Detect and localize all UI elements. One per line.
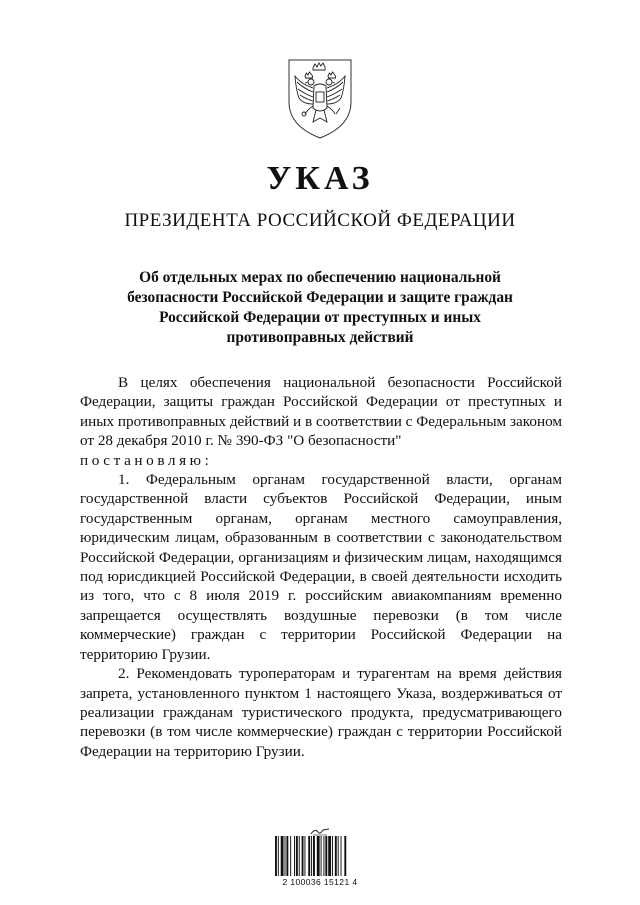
barcode-bar: [296, 836, 298, 876]
barcode: [274, 836, 366, 876]
document-subtitle: ПРЕЗИДЕНТА РОССИЙСКОЙ ФЕДЕРАЦИИ: [124, 210, 516, 231]
decree-body: [80, 373, 562, 761]
barcode-bar: [281, 836, 284, 876]
coat-of-arms-emblem: [283, 56, 357, 140]
decree-heading: [90, 268, 550, 348]
footer-barcode-block: [272, 826, 368, 887]
barcode-bar: [308, 836, 310, 876]
barcode-bar: [302, 836, 304, 876]
barcode-bar: [321, 836, 322, 876]
barcode-bar: [299, 836, 300, 876]
barcode-bar: [285, 836, 286, 876]
heading-line: противоправных действий: [226, 329, 414, 346]
barcode-bar: [304, 836, 305, 876]
item-1-paragraph: 1. Федеральным органам государственной власти, органам государственной власти субъектов Российской Федерации, иным государственным органам, органам местного самоуправления, юридическим лицам, образованным в соответствии с законодательством Российской Федерации, организациям и физическим лицам, находящимся под юрисдикцией Российской Федерации, в своей деятельности исходить из того, что с 8 июля 2019 г. российским авиакомпаниям временно запрещается осуществлять воздушные перевозки (в том числе коммерческие) граждан с территории Российской Федерации на территорию Грузии.: [80, 471, 562, 663]
barcode-bar: [290, 836, 291, 876]
barcode-bar: [328, 836, 331, 876]
barcode-bar: [286, 836, 288, 876]
barcode-bar: [311, 836, 312, 876]
barcode-bar: [313, 836, 315, 876]
item-2-paragraph: 2. Рекомендовать туроператорам и турагентам на время действия запрета, установленного пунктом 1 настоящего Указа, воздерживаться от реализации гражданам туристического продукта, предусматривающего перевозки (в том числе коммерческие) граждан с территории Российской Федерации на территорию Грузии.: [80, 665, 562, 760]
heading-line: Российской Федерации от преступных и иных: [159, 309, 481, 326]
signature-mark-icon: [309, 826, 331, 836]
heading-line: безопасности Российской Федерации и защите граждан: [127, 289, 513, 306]
barcode-bar: [325, 836, 327, 876]
heading-line: Об отдельных мерах по обеспечению национальной: [139, 269, 501, 286]
barcode-bar: [344, 836, 346, 876]
barcode-bar: [323, 836, 324, 876]
barcode-bar: [275, 836, 277, 876]
barcode-bar: [294, 836, 295, 876]
decree-word: постановляю:: [80, 451, 213, 469]
barcode-bar: [332, 836, 333, 876]
barcode-bar: [341, 836, 342, 876]
barcode-bar: [338, 836, 339, 876]
preamble-paragraph: В целях обеспечения национальной безопасности Российской Федерации, защиты граждан Российской Федерации от преступных и иных противоправных действий и в соответствии с Федеральным законом от 28 декабря 2010 г. № 390-ФЗ "О безопасности": [80, 374, 562, 450]
barcode-bar: [335, 836, 337, 876]
barcode-number: 2 100036 15121 4: [282, 877, 358, 887]
barcode-bar: [278, 836, 279, 876]
barcode-bar: [317, 836, 320, 876]
document-title: УКАЗ: [266, 160, 374, 197]
